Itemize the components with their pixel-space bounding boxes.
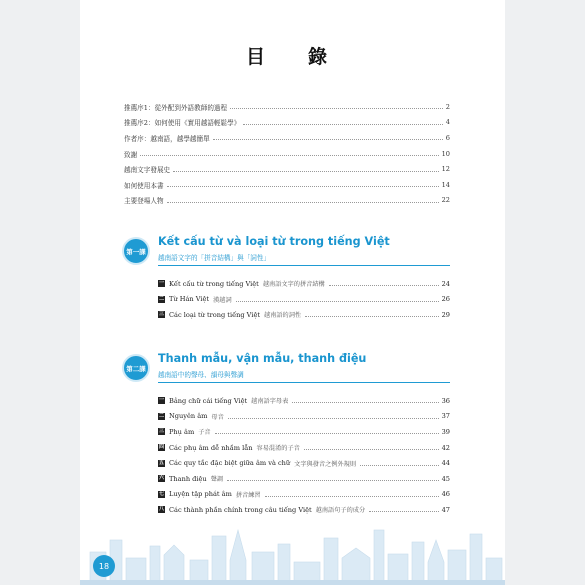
toc-entry-label: 如何使用本書 [124, 181, 164, 190]
lesson-subtitle: 越南語文字的「拼音結構」與「詞性」 [158, 254, 271, 262]
toc-entry-label: Nguyên âm [169, 412, 208, 421]
toc-entry-translation: 漢越詞 [213, 296, 232, 304]
toc-entry-translation: 容易混淆的子音 [256, 445, 300, 453]
page-title: 目 錄 [245, 46, 339, 68]
toc-entry-page: 14 [441, 180, 450, 189]
book-page [80, 0, 505, 585]
lesson-item-list [158, 276, 450, 323]
toc-entry-translation: 越南語的詞性 [264, 312, 302, 320]
toc-entry[interactable] [158, 276, 450, 292]
toc-entry-label: Từ Hán Việt [169, 295, 210, 304]
city-skyline-illustration [80, 500, 505, 585]
toc-entry-page: 24 [441, 279, 450, 288]
toc-entry-label: Kết cấu từ trong tiếng Việt [169, 279, 259, 288]
leader-dots [243, 124, 443, 125]
toc-entry-label: Luyện tập phát âm [169, 490, 232, 499]
toc-entry[interactable] [158, 307, 450, 323]
toc-entry[interactable] [124, 99, 450, 115]
toc-entry-translation: 文字與發音之例外規則 [294, 460, 357, 468]
lesson-subtitle: 越南語中的聲母、韻母與聲調 [158, 371, 244, 379]
toc-entry-label: 致謝 [124, 150, 138, 159]
number-box-icon: 三 [158, 311, 164, 318]
toc-entry-translation: 子音 [198, 429, 211, 437]
toc-entry-page: 46 [441, 490, 450, 499]
toc-entry-page: 29 [441, 310, 450, 319]
toc-entry-page: 2 [445, 102, 450, 111]
toc-entry[interactable] [158, 471, 450, 487]
number-box-icon: 一 [158, 397, 164, 404]
preface-list [124, 99, 450, 208]
toc-entry[interactable] [124, 177, 450, 193]
toc-entry-page: 26 [441, 295, 450, 304]
number-box-icon: 四 [158, 444, 164, 451]
number-box-icon: 三 [158, 428, 164, 435]
toc-entry[interactable] [158, 424, 450, 440]
toc-entry-label: Các phụ âm dễ nhầm lẫn [169, 443, 253, 452]
leader-dots [360, 465, 439, 466]
toc-entry[interactable] [124, 130, 450, 146]
toc-entry-page: 44 [441, 459, 450, 468]
lesson-badge: 第二課 [122, 354, 150, 382]
leader-dots [227, 480, 439, 481]
lesson-divider [158, 265, 450, 266]
toc-entry-label: Các loại từ trong tiếng Việt [169, 310, 260, 319]
toc-entry-translation: 越南語字母表 [251, 398, 289, 406]
lesson-title[interactable]: Kết cấu từ và loại từ trong tiếng Việt [158, 235, 390, 248]
toc-entry-page: 39 [441, 427, 450, 436]
number-box-icon: 七 [158, 490, 164, 497]
toc-entry[interactable] [158, 455, 450, 471]
toc-entry-page: 12 [441, 165, 450, 174]
toc-entry-translation: 聲調 [210, 476, 224, 484]
leader-dots [173, 171, 438, 172]
lesson-badge: 第一課 [122, 237, 150, 265]
leader-dots [230, 108, 443, 109]
toc-entry-label: 推薦序1：從外配到外語教師的過程 [124, 103, 228, 112]
leader-dots [228, 418, 439, 419]
leader-dots [304, 449, 439, 450]
toc-entry-translation: 越南語文字的拼音結構 [262, 281, 325, 289]
toc-entry-page: 36 [441, 396, 450, 405]
toc-entry[interactable] [124, 115, 450, 131]
toc-entry[interactable] [158, 440, 450, 456]
number-box-icon: 五 [158, 459, 164, 466]
toc-entry-label: Các thành phần chính trong câu tiếng Việt [169, 505, 312, 514]
leader-dots [167, 202, 439, 203]
toc-entry-label: Bảng chữ cái tiếng Việt [169, 396, 248, 405]
toc-entry-page: 42 [441, 443, 450, 452]
toc-entry-translation: 越南語句子的成分 [315, 507, 366, 515]
number-box-icon: 二 [158, 295, 164, 302]
toc-entry[interactable] [158, 393, 450, 409]
leader-dots [215, 433, 439, 434]
leader-dots [140, 155, 438, 156]
toc-entry-page: 22 [441, 196, 450, 205]
leader-dots [236, 301, 439, 302]
toc-entry-label: 作者序：越南語，越學越簡單 [124, 134, 210, 143]
number-box-icon: 二 [158, 412, 164, 419]
page-number-badge: 18 [93, 555, 115, 577]
toc-entry-page: 4 [445, 118, 450, 127]
toc-entry-page: 45 [441, 474, 450, 483]
leader-dots [292, 402, 438, 403]
number-box-icon: 一 [158, 280, 164, 287]
toc-entry[interactable] [158, 292, 450, 308]
toc-entry[interactable] [124, 161, 450, 177]
toc-entry-label: Phụ âm [169, 427, 195, 436]
toc-entry-page: 47 [441, 505, 450, 514]
toc-entry-page: 6 [445, 133, 450, 142]
leader-dots [305, 316, 438, 317]
number-box-icon: 八 [158, 506, 164, 513]
toc-entry-translation: 拼音練習 [235, 491, 261, 499]
leader-dots [265, 496, 439, 497]
toc-entry-label: Thanh điệu [169, 474, 207, 483]
toc-entry[interactable] [158, 409, 450, 425]
toc-entry[interactable] [124, 146, 450, 162]
toc-entry-translation: 母音 [211, 413, 224, 421]
toc-entry[interactable] [124, 193, 450, 209]
toc-entry-label: 主要登場人物 [124, 197, 164, 206]
leader-dots [167, 186, 439, 187]
leader-dots [213, 139, 443, 140]
toc-entry-page: 10 [441, 149, 450, 158]
toc-entry-label: 越南文字發展史 [124, 166, 171, 175]
lesson-title[interactable]: Thanh mẫu, vận mẫu, thanh điệu [158, 352, 367, 365]
number-box-icon: 六 [158, 475, 164, 482]
toc-entry-label: Các quy tắc đặc biệt giữa âm và chữ [169, 459, 291, 468]
lesson-divider [158, 382, 450, 383]
toc-entry-label: 推薦序2：如何使用《實用越語輕鬆學》 [124, 119, 241, 128]
toc-entry-page: 37 [441, 412, 450, 421]
leader-dots [329, 285, 439, 286]
